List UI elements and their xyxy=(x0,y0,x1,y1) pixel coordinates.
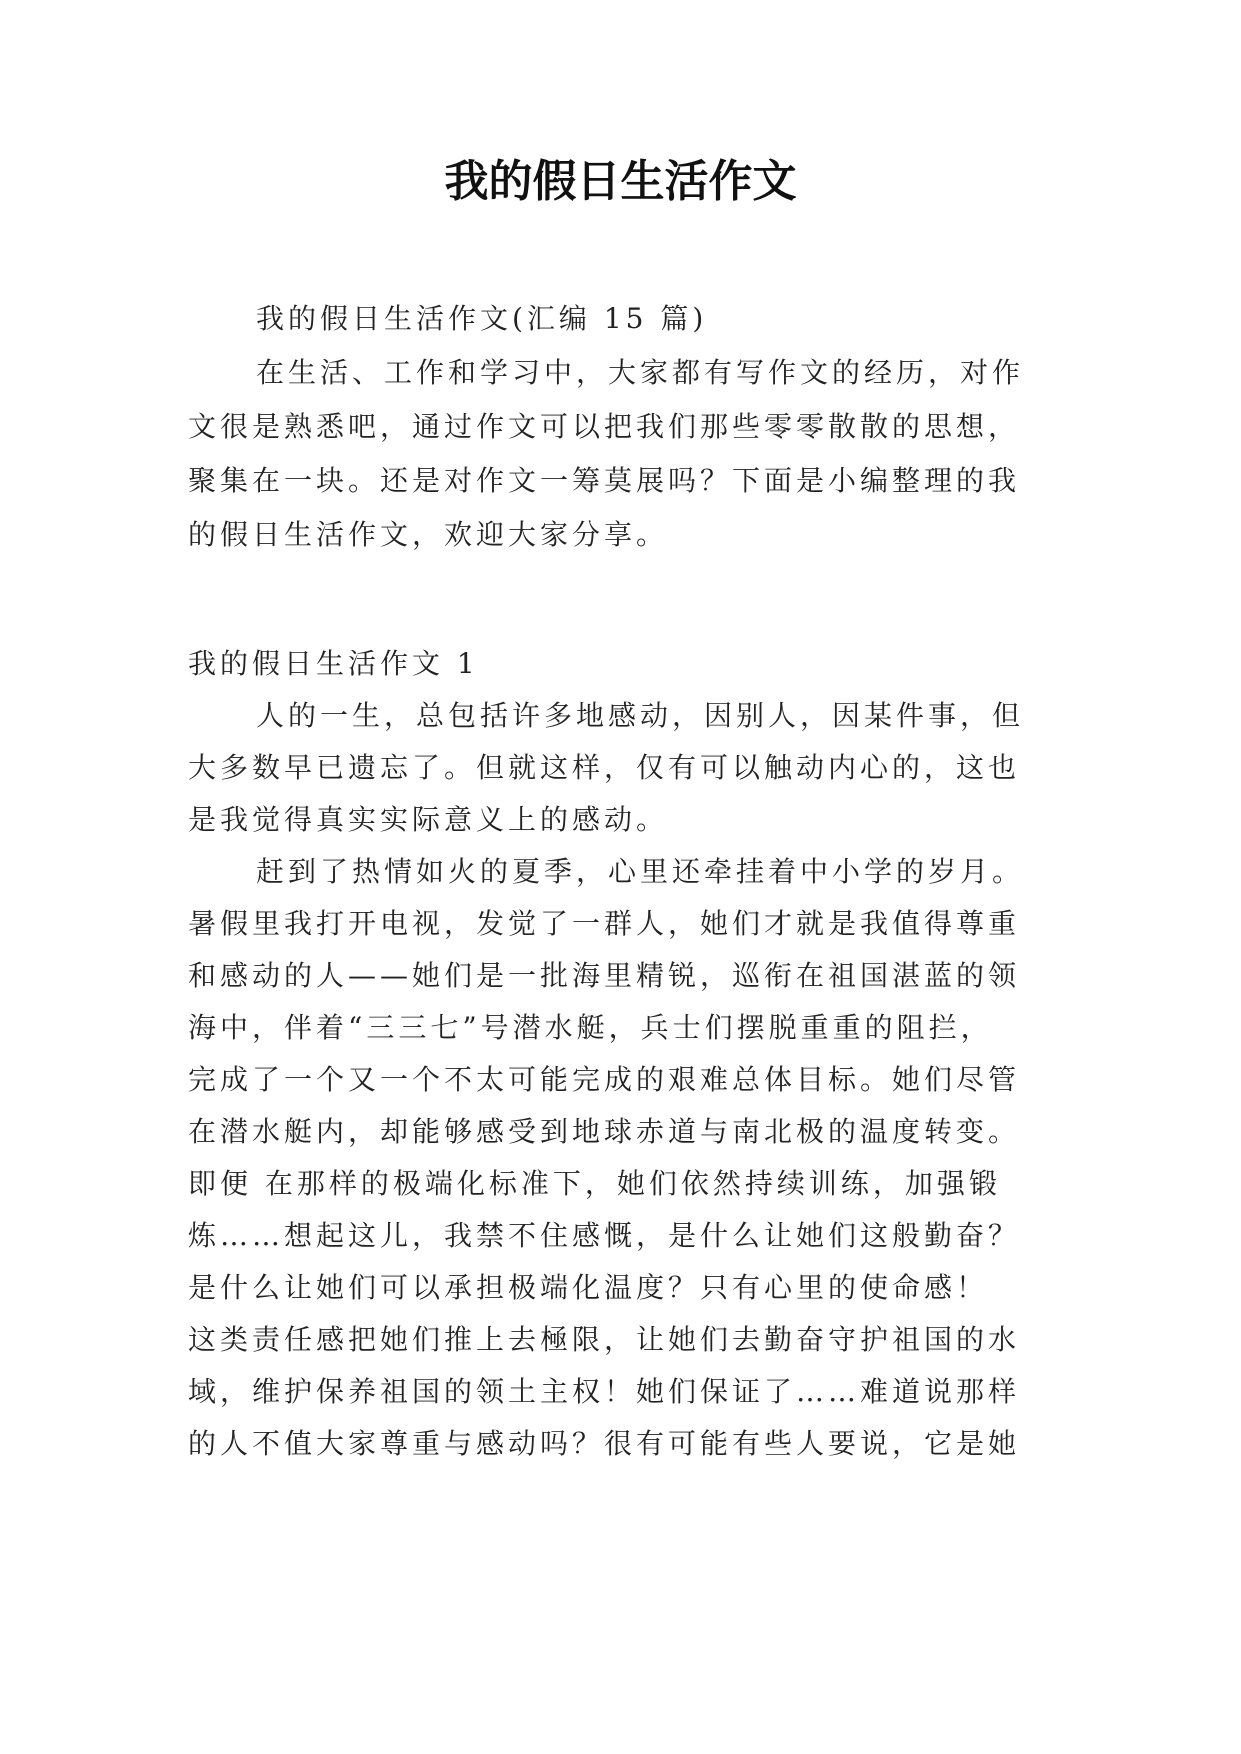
essay-paragraph-line: 赶到了热情如火的夏季，心里还牵挂着中小学的岁月。 xyxy=(256,855,1025,888)
essay-paragraph-line: 炼……想起这儿，我禁不住感慨，是什么让她们这般勤奋？ xyxy=(188,1219,1021,1252)
essay-paragraph-line: 域，维护保养祖国的领土主权！她们保证了……难道说那样 xyxy=(188,1375,1021,1408)
essay-paragraph-line: 是什么让她们可以承担极端化温度？只有心里的使命感！ xyxy=(188,1271,989,1304)
essay-paragraph-line: 大多数早已遗忘了。但就这样，仅有可以触动内心的，这也 xyxy=(188,751,1021,784)
intro-paragraph-line: 的假日生活作文，欢迎大家分享。 xyxy=(188,518,669,551)
document-title: 我的假日生活作文 xyxy=(444,156,797,207)
essay-paragraph-line: 完成了一个又一个不太可能完成的艰难总体目标。她们尽管 xyxy=(188,1063,1021,1096)
essay-paragraph-line: 是我觉得真实实际意义上的感动。 xyxy=(188,803,669,836)
essay-paragraph-line: 在潜水艇内，却能够感受到地球赤道与南北极的温度转变。 xyxy=(188,1115,1021,1148)
intro-subtitle: 我的假日生活作文(汇编 15 篇) xyxy=(256,302,708,335)
essay-paragraph-line: 暑假里我打开电视，发觉了一群人，她们才就是我值得尊重 xyxy=(188,907,1021,940)
essay-paragraph-line: 这类责任感把她们推上去極限，让她们去勤奋守护祖国的水 xyxy=(188,1323,1021,1356)
essay-paragraph-line: 的人不值大家尊重与感动吗？很有可能有些人要说，它是她 xyxy=(188,1427,1021,1460)
essay-paragraph-line: 海中，伴着“三三七”号潜水艇，兵士们摆脱重重的阻拦， xyxy=(188,1011,993,1044)
essay-paragraph-line: 即便 在那样的极端化标准下，她们依然持续训练，加强锻 xyxy=(188,1167,1001,1200)
essay-paragraph-line: 和感动的人——她们是一批海里精锐，巡衔在祖国湛蓝的领 xyxy=(188,959,1021,992)
essay-paragraph-line: 人的一生，总包括许多地感动，因别人，因某件事，但 xyxy=(256,699,1025,732)
intro-paragraph-line: 在生活、工作和学习中，大家都有写作文的经历，对作 xyxy=(256,356,1025,389)
intro-paragraph-line: 文很是熟悉吧，通过作文可以把我们那些零零散散的思想， xyxy=(188,410,1021,443)
intro-section xyxy=(188,292,1048,562)
intro-paragraph-line: 聚集在一块。还是对作文一筹莫展吗？下面是小编整理的我 xyxy=(188,464,1021,497)
essay-heading: 我的假日生活作文 1 xyxy=(188,647,479,680)
essay-section xyxy=(188,638,1048,1470)
